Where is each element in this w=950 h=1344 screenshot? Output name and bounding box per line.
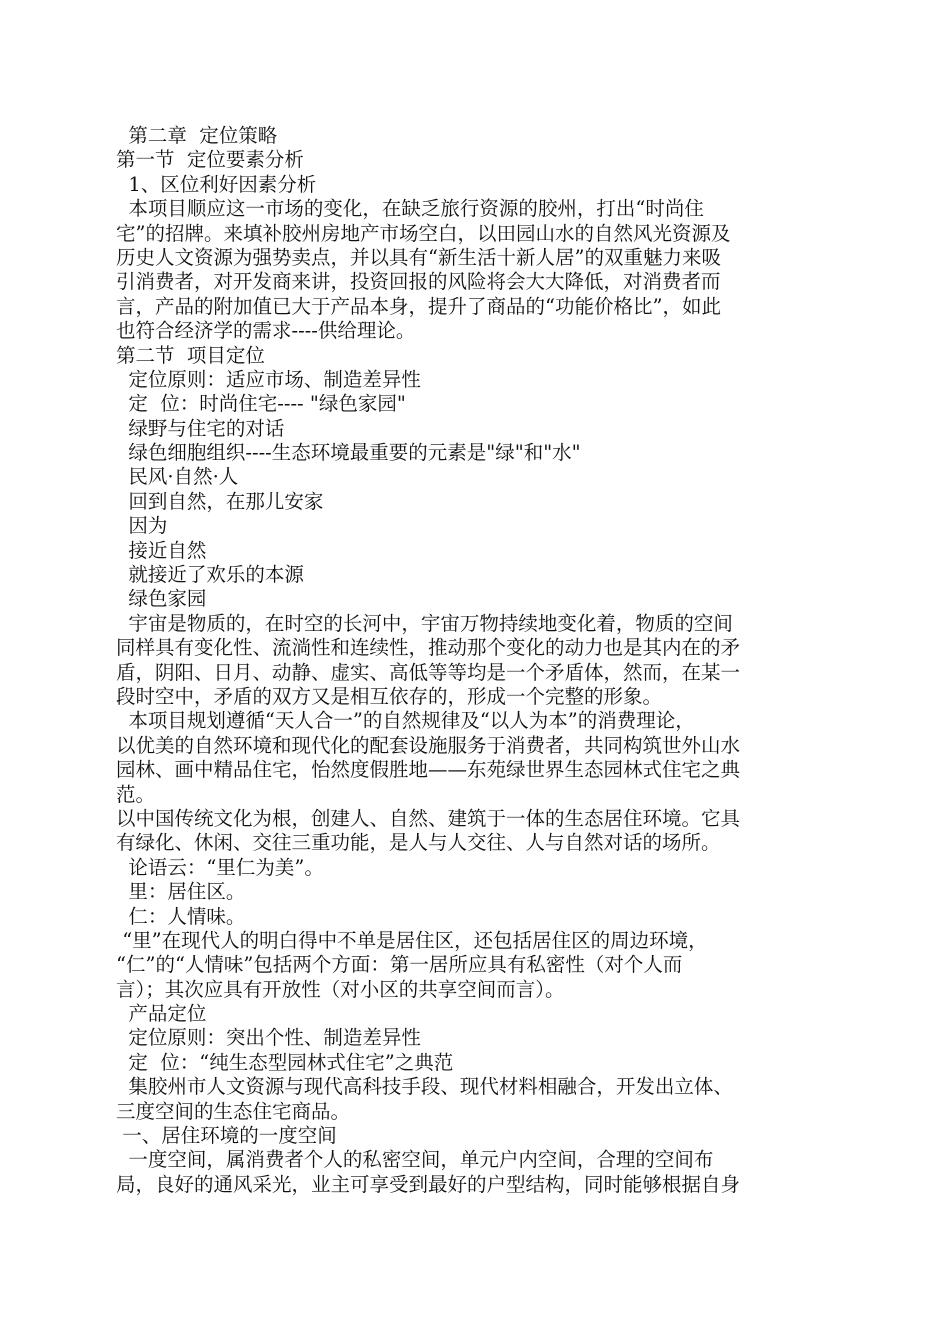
text-line: 同样具有变化性、流淌性和连续性，推动那个变化的动力也是其内在的矛 bbox=[116, 636, 741, 660]
text-line: 一度空间，属消费者个人的私密空间，单元户内空间，合理的空间布 bbox=[116, 1148, 714, 1172]
text-line: 范。 bbox=[116, 782, 156, 806]
text-line: 产品定位 bbox=[116, 1002, 207, 1026]
text-line: 历史人文资源为强势卖点，并以具有“新生活十新人居”的双重魅力来吸 bbox=[116, 245, 721, 269]
text-line: 回到自然，在那儿安家 bbox=[116, 489, 324, 513]
text-line: “里”在现代人的明白得中不单是居住区，还包括居住区的周边环境， bbox=[116, 928, 708, 952]
text-line: 宇宙是物质的，在时空的长河中，宇宙万物持续地变化着，物质的空间 bbox=[116, 611, 733, 635]
text-line: 绿野与住宅的对话 bbox=[116, 416, 285, 440]
text-line: 盾，阴阳、日月、动静、虚实、高低等等均是一个矛盾体，然而，在某一 bbox=[116, 660, 741, 684]
text-line: 局，良好的通风采光，业主可享受到最好的户型结构，同时能够根据自身 bbox=[116, 1172, 741, 1196]
text-line: 宅”的招牌。来填补胶州房地产市场空白，以田园山水的自然风光资源及 bbox=[116, 221, 731, 245]
section-title: 第一节 定位要素分析 bbox=[116, 148, 304, 172]
subsection-title: 一、居住环境的一度空间 bbox=[116, 1124, 337, 1148]
text-line: 接近自然 bbox=[116, 538, 207, 562]
text-line: 里：居住区。 bbox=[116, 880, 246, 904]
chapter-title: 第二章 定位策略 bbox=[116, 124, 278, 147]
text-line: 有绿化、休闲、交往三重功能，是人与人交往、人与自然对话的场所。 bbox=[116, 831, 721, 855]
text-line: 就接近了欢乐的本源 bbox=[116, 563, 304, 587]
text-line: 定 位：“纯生态型园林式住宅”之典范 bbox=[116, 1050, 454, 1074]
text-line: 本项目规划遵循“天人合一”的自然规律及“以人为本”的消费理论， bbox=[116, 709, 695, 733]
text-line: 因为 bbox=[116, 514, 168, 538]
text-line: 集胶州市人文资源与现代高科技手段、现代材料相融合，开发出立体、 bbox=[116, 1075, 733, 1099]
text-line: 言，产品的附加值已大于产品本身，提升了商品的“功能价格比”，如此 bbox=[116, 294, 721, 318]
text-line: 以优美的自然环境和现代化的配套设施服务于消费者，共同构筑世外山水 bbox=[116, 733, 741, 757]
text-line: 也符合经济学的需求----供给理论。 bbox=[116, 319, 416, 343]
text-line: 绿色细胞组织----生态环境最重要的元素是"绿"和"水" bbox=[116, 441, 581, 465]
text-line: 定位原则：适应市场、制造差异性 bbox=[116, 367, 421, 391]
text-line: 仁：人情味。 bbox=[116, 904, 246, 928]
text-line: 园林、画中精品住宅，怡然度假胜地——东苑绿世界生态园林式住宅之典 bbox=[116, 758, 741, 782]
text-line: 段时空中，矛盾的双方又是相互依存的，形成一个完整的形象。 bbox=[116, 684, 663, 708]
text-line: 以中国传统文化为根，创建人、自然、建筑于一体的生态居住环境。它具 bbox=[116, 806, 741, 830]
text-line: 言）；其次应具有开放性（对小区的共享空间而言）。 bbox=[116, 977, 565, 1001]
text-line: 定 位：时尚住宅---- "绿色家园" bbox=[116, 392, 406, 416]
subsection-title: 1、区位利好因素分析 bbox=[116, 172, 317, 196]
text-line: 绿色家园 bbox=[116, 587, 207, 611]
text-line: “仁”的“人情味”包括两个方面：第一居所应具有私密性（对个人而 bbox=[116, 953, 683, 977]
text-line: 本项目顺应这一市场的变化，在缺乏旅行资源的胶州，打出“时尚住 bbox=[116, 197, 704, 221]
text-line: 定位原则：突出个性、制造差异性 bbox=[116, 1026, 421, 1050]
text-line: 论语云：“里仁为美”。 bbox=[116, 855, 324, 879]
document-body bbox=[116, 124, 834, 1197]
text-line: 三度空间的生态住宅商品。 bbox=[116, 1099, 351, 1123]
section-title: 第二节 项目定位 bbox=[116, 343, 265, 367]
text-line: 引消费者，对开发商来讲，投资回报的风险将会大大降低，对消费者而 bbox=[116, 270, 721, 294]
text-line: 民风·自然·人 bbox=[116, 465, 239, 489]
